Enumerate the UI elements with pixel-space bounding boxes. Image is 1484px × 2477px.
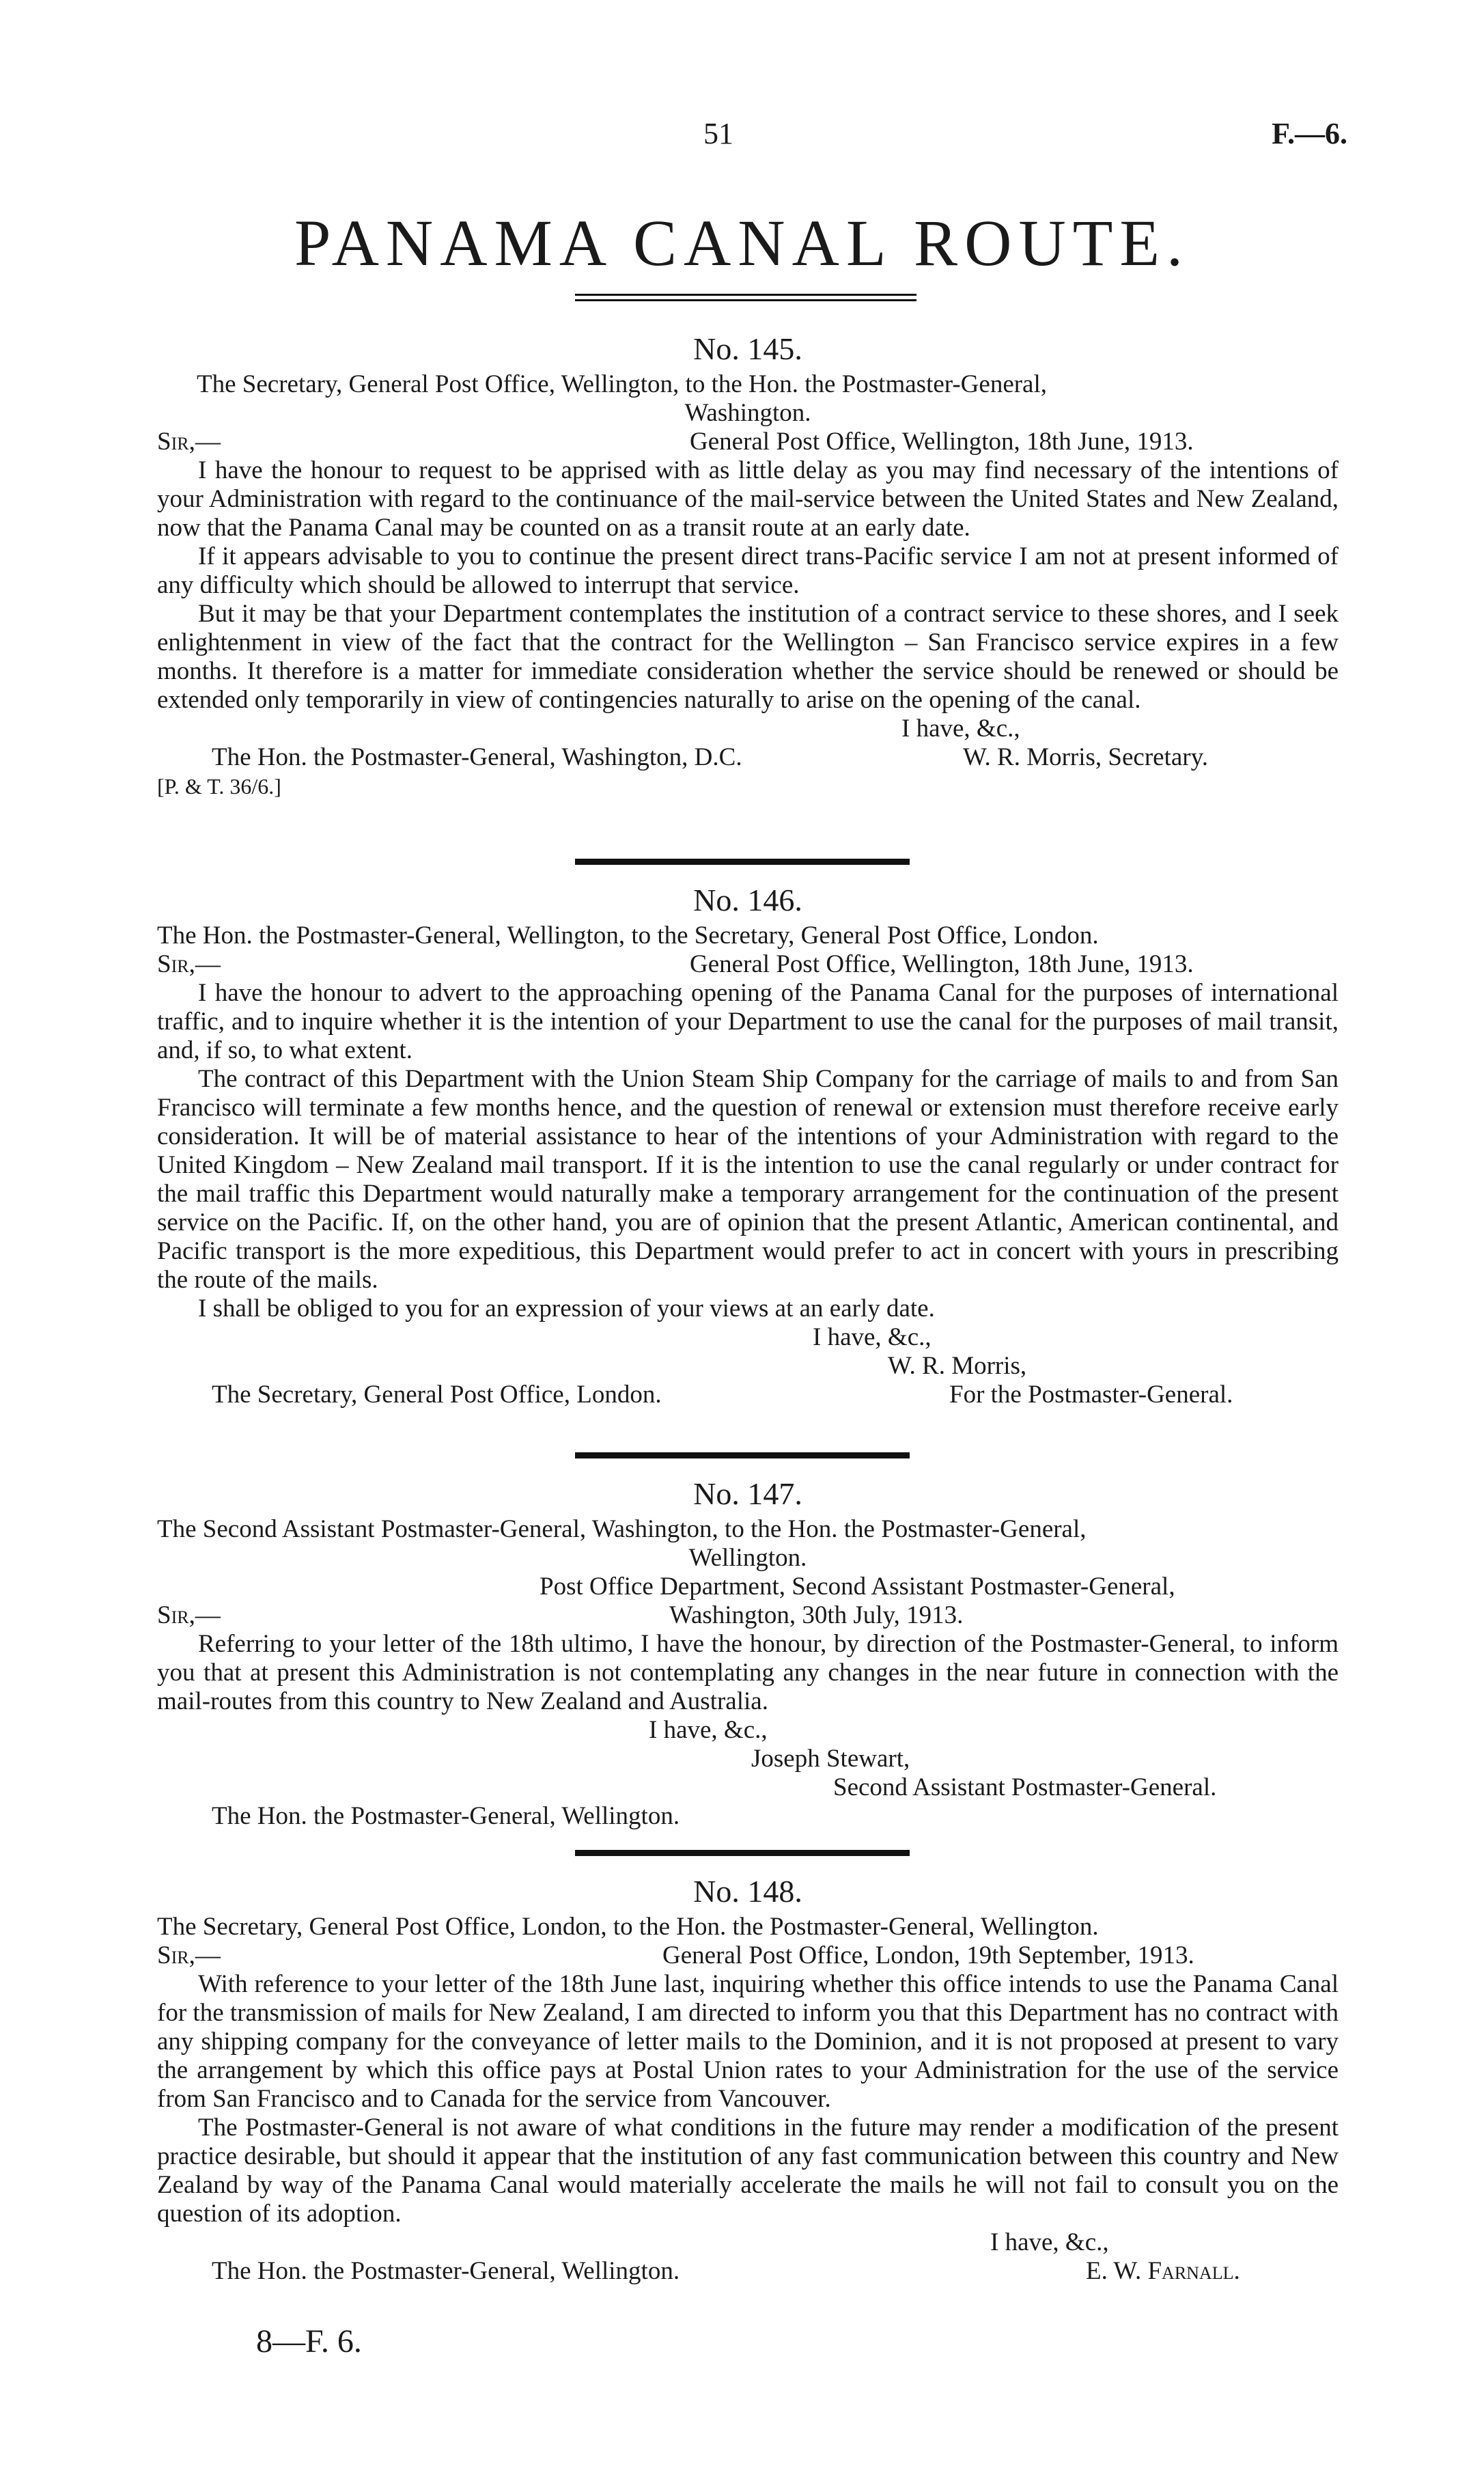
- addressee-line: [157, 1802, 1339, 1831]
- signatory: W. R. Morris, Secretary.: [963, 743, 1208, 771]
- dateline: General Post Office, Wellington, 18th June, 1913.: [690, 950, 1194, 978]
- salutation: Sir,—: [157, 1601, 221, 1629]
- letter-heading: The Secretary, General Post Office, London, to the Hon. the Postmaster-General, Wellington.: [157, 1913, 1099, 1941]
- closing: I have, &c.,: [813, 1323, 932, 1351]
- signatory-title-line: [157, 1773, 1339, 1802]
- letter-146: [157, 883, 1339, 1409]
- page-title: PANAMA CANAL ROUTE.: [294, 206, 1190, 279]
- closing: I have, &c.,: [649, 1716, 768, 1744]
- file-ref-line: [157, 772, 1339, 801]
- closing: I have, &c.,: [990, 2228, 1109, 2256]
- salutation-line: [157, 1601, 1339, 1630]
- addressee: The Hon. the Postmaster-General, Wellington.: [212, 1802, 680, 1830]
- paragraph: I shall be obliged to you for an expression of your views at an early date.: [198, 1295, 935, 1323]
- signatory-line: [157, 1352, 1339, 1381]
- signatory: W. R. Morris,: [888, 1352, 1027, 1380]
- letter-148: [157, 1874, 1339, 2286]
- addressee-line: [157, 2257, 1339, 2286]
- letter-heading-cont: Wellington.: [688, 1544, 807, 1572]
- letter-number: No. 145.: [693, 331, 802, 366]
- file-reference: [P. & T. 36/6.]: [157, 774, 281, 799]
- salutation: Sir,—: [157, 428, 221, 456]
- addressee: The Hon. the Postmaster-General, Washington, D.C.: [212, 743, 742, 771]
- salutation-line: [157, 428, 1339, 456]
- closing-line: [157, 2228, 1339, 2257]
- signatory: Joseph Stewart,: [751, 1745, 910, 1773]
- title-double-rule: [575, 294, 916, 301]
- dateline: General Post Office, Wellington, 18th June, 1913.: [690, 428, 1194, 456]
- paragraph: But it may be that your Department contemplates the institution of a contract service to these shores, and I seek enlightenment in view of the fact that the contract for the Wellington – San Francisco service expires in a few months. It therefore is a matter for immediate consideration whether the service should be renewed or should be extended only temporarily in view of contingencies naturally to arise on the opening of the canal.: [157, 600, 1339, 714]
- closing-line: [157, 1323, 1339, 1352]
- document-reference: F.—6.: [1272, 117, 1347, 150]
- addressee: The Secretary, General Post Office, London.: [212, 1381, 662, 1409]
- paragraph: The contract of this Department with the Union Steam Ship Company for the carriage of mails to and from San Francisco will terminate a few months hence, and the question of renewal or extension must therefore receive early consideration. It will be of material assistance to hear of the intentions of your Administration with regard to the United Kingdom – New Zealand mail transport. If it is the intention to use the canal regularly or under contract for the mail traffic this Department would naturally make a temporary arrangement for the continuation of the present service on the Pacific. If, on the other hand, you are of opinion that the present Atlantic, American continental, and Pacific transport is the more expeditious, this Department would prefer to act in concert with yours in prescribing the route of the mails.: [157, 1065, 1339, 1294]
- dateline-1: Post Office Department, Second Assistant Postmaster-General,: [540, 1573, 1175, 1601]
- salutation-line: [157, 950, 1339, 979]
- signature-mark: 8—F. 6.: [256, 2323, 362, 2360]
- closing: I have, &c.,: [901, 715, 1020, 743]
- paragraph: I have the honour to advert to the approaching opening of the Panama Canal for the purposes of international traffic, and to inquire whether it is the intention of your Department to use the canal for the purposes of mail transit, and, if so, to what extent.: [157, 979, 1339, 1064]
- paragraph: With reference to your letter of the 18th June last, inquiring whether this office intends to use the Panama Canal for the transmission of mails for New Zealand, I am directed to inform you that this Department has no contract with any shipping company for the conveyance of letter mails to the Dominion, and it is not proposed at present to vary the arrangement by which this office pays at Postal Union rates to your Administration for the use of the service from San Francisco and to Canada for the service from Vancouver.: [157, 1970, 1339, 2113]
- section-divider: [575, 1452, 910, 1458]
- signatory-title: Second Assistant Postmaster-General.: [833, 1773, 1217, 1801]
- addressee-line: [157, 1381, 1339, 1409]
- paragraph: Referring to your letter of the 18th ultimo, I have the honour, by direction of the Postmaster-General, to inform you that at present this Administration is not contemplating any changes in the near future in connection with the mail-routes from this country to New Zealand and Australia.: [157, 1630, 1339, 1715]
- salutation: Sir,—: [157, 950, 221, 978]
- letter-heading-cont: Washington.: [684, 399, 811, 427]
- salutation: Sir,—: [157, 1941, 221, 1969]
- paragraph: If it appears advisable to you to continue the present direct trans-Pacific service I am not at present informed of any difficulty which should be allowed to interrupt that service.: [157, 542, 1339, 599]
- letter-heading: The Hon. the Postmaster-General, Wellington, to the Secretary, General Post Office, London.: [157, 922, 1099, 950]
- letter-145: [157, 331, 1339, 801]
- letter-number: No. 146.: [693, 883, 802, 917]
- letter-heading: The Second Assistant Postmaster-General, Washington, to the Hon. the Postmaster-General,: [157, 1515, 1087, 1543]
- salutation-line: [157, 1941, 1339, 1970]
- addressee: The Hon. the Postmaster-General, Wellington.: [212, 2257, 680, 2285]
- letter-147: [157, 1476, 1339, 1831]
- closing-line: [157, 715, 1339, 743]
- letter-heading: The Secretary, General Post Office, Wellington, to the Hon. the Postmaster-General,: [197, 370, 1048, 398]
- dateline-2: Washington, 30th July, 1913.: [669, 1601, 964, 1629]
- section-divider: [575, 1850, 910, 1856]
- signatory-line: [157, 1745, 1339, 1773]
- addressee-line: [157, 743, 1339, 772]
- letter-number: No. 148.: [693, 1874, 802, 1909]
- letter-number: No. 147.: [693, 1476, 802, 1511]
- paragraph: I have the honour to request to be apprised with as little delay as you may find necessary of the intentions of your Administration with regard to the continuance of the mail-service between the United States and New Zealand, now that the Panama Canal may be counted on as a transit route at an early date.: [157, 456, 1339, 542]
- page-number: 51: [703, 117, 733, 150]
- closing-line: [157, 1716, 1339, 1745]
- dateline: General Post Office, London, 19th September, 1913.: [662, 1941, 1194, 1969]
- signatory: E. W. Farnall.: [1086, 2257, 1240, 2285]
- signatory-title: For the Postmaster-General.: [949, 1381, 1233, 1409]
- section-divider: [575, 859, 910, 865]
- paragraph: The Postmaster-General is not aware of what conditions in the future may render a modification of the present practice desirable, but should it appear that the institution of any fast communication between this country and New Zealand by way of the Panama Canal would materially accelerate the mails he will not fail to consult you on the question of its adoption.: [157, 2114, 1339, 2228]
